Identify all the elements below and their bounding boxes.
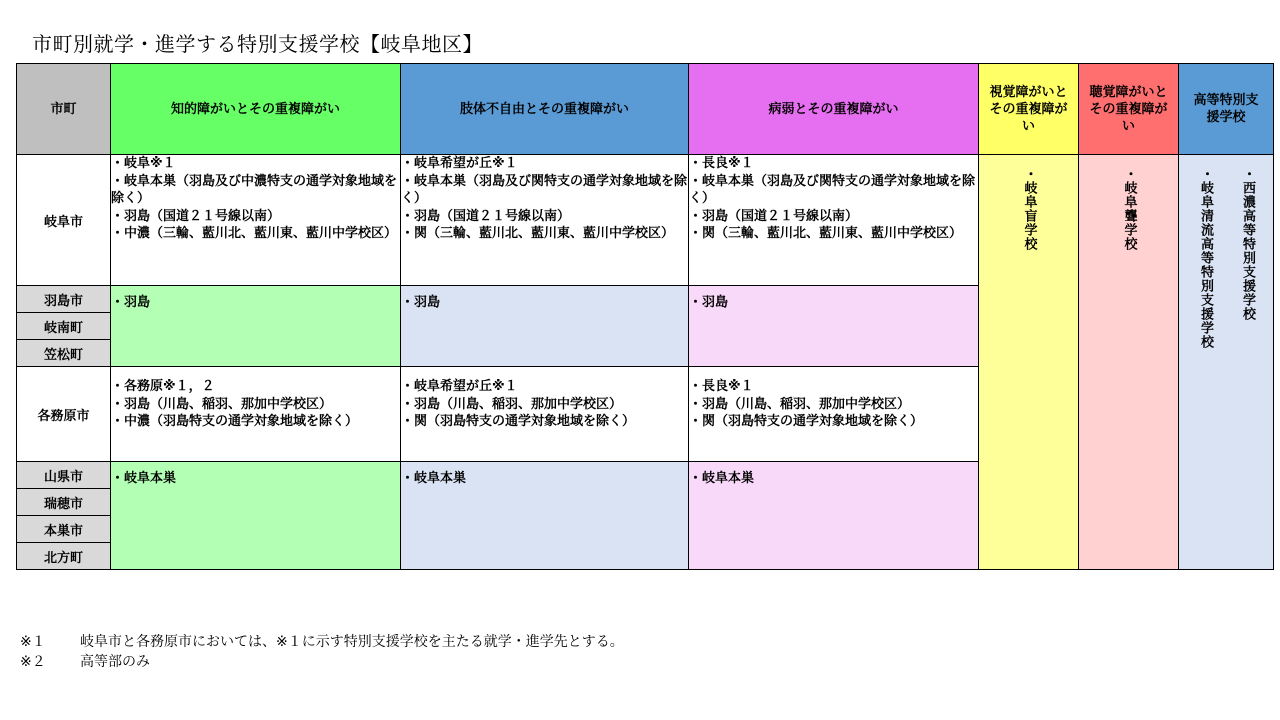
visual-school-name: ・岐阜盲学校 (1021, 167, 1037, 251)
city-cell: 岐阜市 (17, 155, 111, 286)
city-cell: 笠松町 (17, 340, 111, 367)
city-cell: 本巣市 (17, 516, 111, 543)
header-visual: 視覚障がいとその重複障がい (979, 64, 1079, 155)
header-physical: 肢体不自由とその重複障がい (401, 64, 689, 155)
footnotes (20, 632, 624, 672)
table-row (17, 155, 1274, 286)
city-cell: 北方町 (17, 543, 111, 570)
city-cell: 岐南町 (17, 313, 111, 340)
intellectual-cell: ・各務原※１，２ ・羽島（川島、稲羽、那加中学校区） ・中濃（羽島特支の通学対象地域を除く） (111, 367, 401, 462)
illness-cell: ・長良※１ ・岐阜本巣（羽島及び関特支の通学対象地域を除く） ・羽島（国道２１号線以南） ・関（三輪、藍川北、藍川東、藍川中学校区） (689, 155, 979, 286)
illness-cell: ・長良※１ ・羽島（川島、稲羽、那加中学校区） ・関（羽島特支の通学対象地域を除く） (689, 367, 979, 462)
visual-school-cell (979, 155, 1079, 570)
high-school-cell (1179, 155, 1274, 570)
physical-cell: ・岐阜希望が丘※１ ・岐阜本巣（羽島及び関特支の通学対象地域を除く） ・羽島（国道２１号線以南） ・関（三輪、藍川北、藍川東、藍川中学校区） (401, 155, 689, 286)
physical-cell: ・岐阜希望が丘※１ ・羽島（川島、稲羽、那加中学校区） ・関（羽島特支の通学対象地域を除く） (401, 367, 689, 462)
header-high-school: 高等特別支援学校 (1179, 64, 1274, 155)
high-school-name: ・岐阜清流高等特別支援学校 (1198, 167, 1213, 349)
header-row (17, 64, 1274, 155)
hearing-school-name: ・岐阜聾学校 (1121, 167, 1137, 251)
header-intellectual: 知的障がいとその重複障がい (111, 64, 401, 155)
header-illness: 病弱とその重複障がい (689, 64, 979, 155)
city-cell: 各務原市 (17, 367, 111, 462)
city-cell: 瑞穂市 (17, 489, 111, 516)
header-city: 市町 (17, 64, 111, 155)
physical-cell: ・羽島 (401, 286, 689, 367)
footnote: ※２ 高等部のみ (20, 654, 150, 670)
school-table (16, 63, 1274, 570)
illness-cell: ・岐阜本巣 (689, 462, 979, 570)
city-cell: 羽島市 (17, 286, 111, 313)
intellectual-cell: ・岐阜※１ ・岐阜本巣（羽島及び中濃特支の通学対象地域を除く） ・羽島（国道２１号線以南） ・中濃（三輪、藍川北、藍川東、藍川中学校区） (111, 155, 401, 286)
footnote: ※１ 岐阜市と各務原市においては、※１に示す特別支援学校を主たる就学・進学先とする。 (20, 634, 624, 650)
illness-cell: ・羽島 (689, 286, 979, 367)
physical-cell: ・岐阜本巣 (401, 462, 689, 570)
page-title: 市町別就学・進学する特別支援学校【岐阜地区】 (32, 32, 483, 56)
high-school-name: ・西濃高等特別支援学校 (1240, 167, 1255, 321)
intellectual-cell: ・羽島 (111, 286, 401, 367)
header-hearing: 聴覚障がいとその重複障がい (1079, 64, 1179, 155)
hearing-school-cell (1079, 155, 1179, 570)
city-cell: 山県市 (17, 462, 111, 489)
intellectual-cell: ・岐阜本巣 (111, 462, 401, 570)
